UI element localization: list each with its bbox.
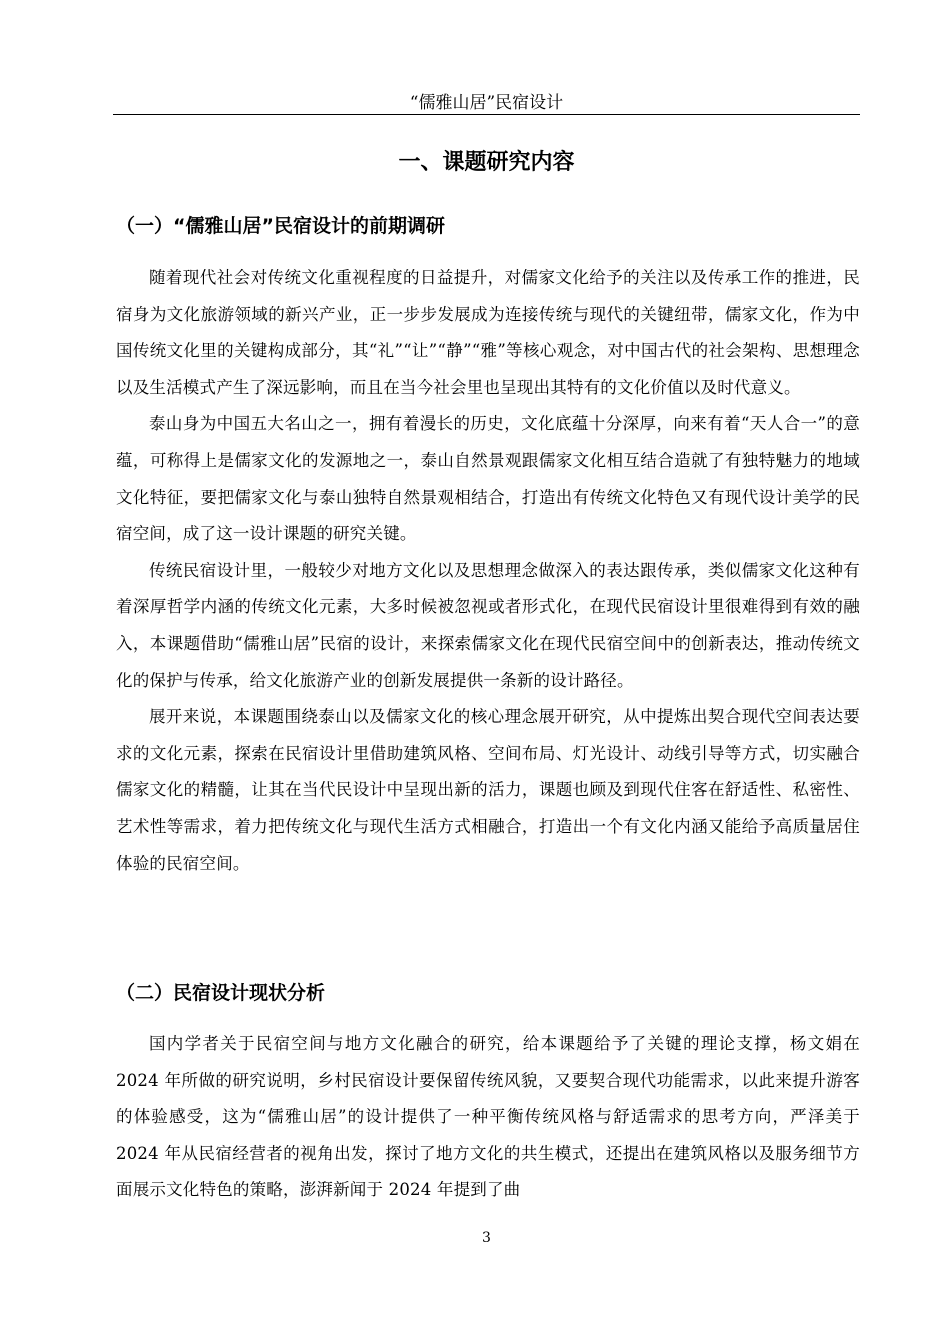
section-title-1: （一）“儒雅山居”民宿设计的前期调研 (116, 215, 445, 237)
paragraph: 随着现代社会对传统文化重视程度的日益提升，对儒家文化给予的关注以及传承工作的推进，民宿身为文化旅游领域的新兴产业，正一步步发展成为连接传统与现代的关键纽带，儒家文化，作为中国传统文化里的关键构成部分，其“礼”“让”“静”“雅”等核心观念，对中国古代的社会架构、思想理念以及生活模式产生了深远影响，而且在当今社会里也呈现出其特有的文化价值以及时代意义。 (116, 268, 860, 397)
paragraph: 展开来说，本课题围绕泰山以及儒家文化的核心理念展开研究，从中提炼出契合现代空间表达要求的文化元素，探索在民宿设计里借助建筑风格、空间布局、灯光设计、动线引导等方式，切实融合儒家文化的精髓，让其在当代民设计中呈现出新的活力，课题也顾及到现代住客在舒适性、私密性、艺术性等需求，着力把传统文化与现代生活方式相融合，打造出一个有文化内涵又能给予高质量居住体验的民宿空间。 (116, 707, 860, 873)
header-rule (113, 114, 860, 115)
paragraph: 泰山身为中国五大名山之一，拥有着漫长的历史，文化底蕴十分深厚，向来有着“天人合一”的意蕴，可称得上是儒家文化的发源地之一，泰山自然景观跟儒家文化相互结合造就了有独特魅力的地域文化特征，要把儒家文化与泰山独特自然景观相结合，打造出有传统文化特色又有现代设计美学的民宿空间，成了这一设计课题的研究关键。 (116, 414, 860, 544)
page-number: 3 (482, 1230, 491, 1246)
section-2-body (116, 1026, 860, 1209)
chapter-title: 一、课题研究内容 (398, 150, 575, 175)
section-title-2: （二）民宿设计现状分析 (116, 982, 326, 1004)
section-1-body (116, 260, 860, 882)
paragraph: 国内学者关于民宿空间与地方文化融合的研究，给本课题给予了关键的理论支撑，杨文娟在 2024 年所做的研究说明，乡村民宿设计要保留传统风貌，又要契合现代功能需求，以此来提升游客的体验感受，这为“儒雅山居”的设计提供了一种平衡传统风格与舒适需求的思考方向，严泽美于 2024 年从民宿经营者的视角出发，探讨了地方文化的共生模式，还提出在建筑风格以及服务细节方面展示文化特色的策略，澎湃新闻于 2024 年提到了曲 (116, 1034, 860, 1200)
paragraph: 传统民宿设计里，一般较少对地方文化以及思想理念做深入的表达跟传承，类似儒家文化这种有着深厚哲学内涵的传统文化元素，大多时候被忽视或者形式化，在现代民宿设计里很难得到有效的融入，本课题借助“儒雅山居”民宿的设计，来探索儒家文化在现代民宿空间中的创新表达，推动传统文化的保护与传承，给文化旅游产业的创新发展提供一条新的设计路径。 (116, 560, 860, 690)
running-header: “儒雅山居”民宿设计 (409, 93, 564, 113)
